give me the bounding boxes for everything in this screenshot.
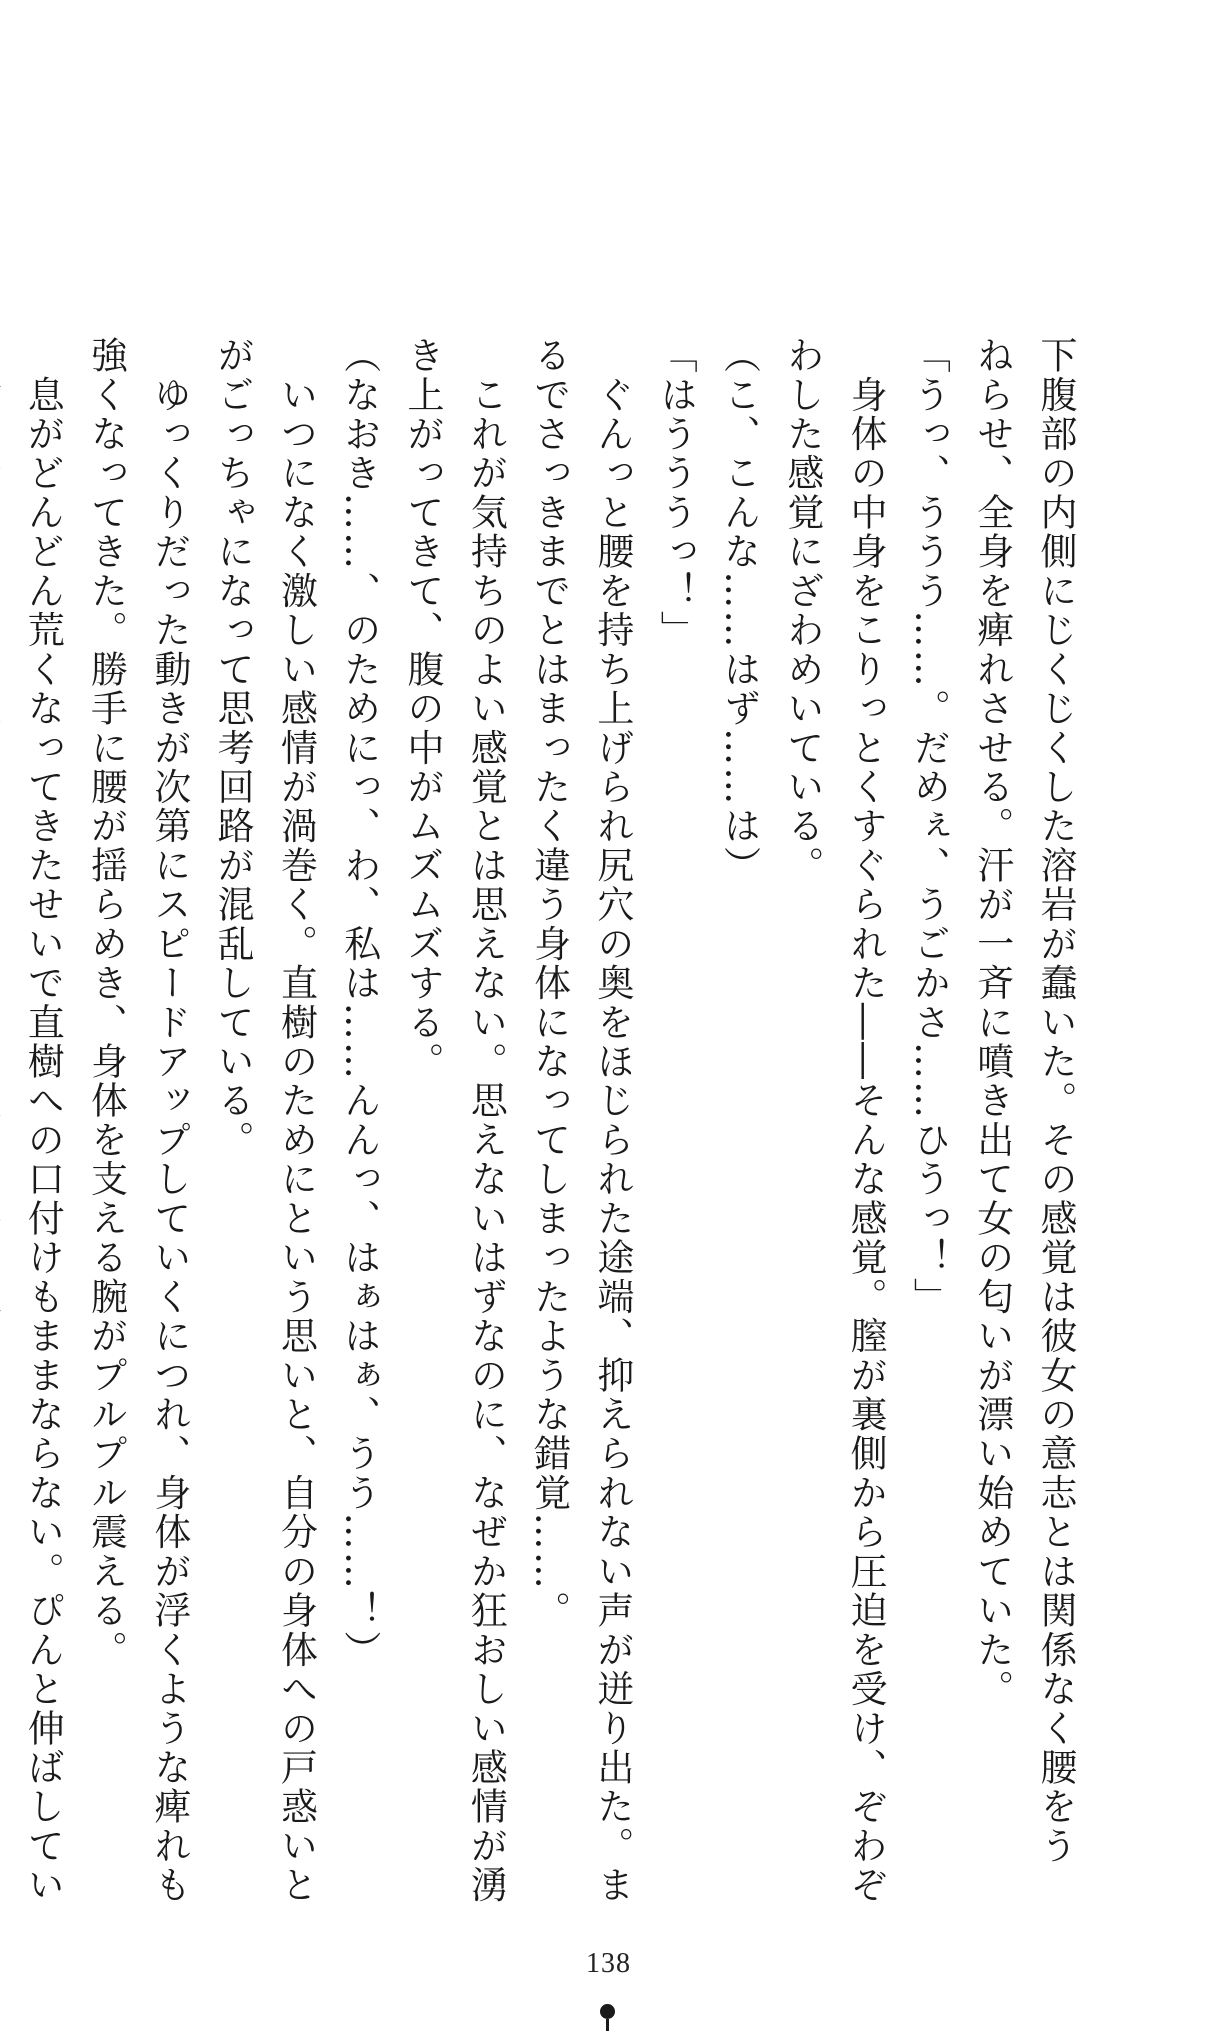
text-line: がごっちゃになって思考回路が混乱している。	[211, 336, 255, 1160]
text-line: 身体の中身をこりっとくすぐられた――そんな感覚。膣が裏側から圧迫を受け、ぞわぞ	[844, 336, 888, 1905]
text-line: いつになく激しい感情が渦巻く。直樹のためにという思いと、自分の身体への戸惑いと	[274, 336, 318, 1905]
text-line: （こ、こんな……はず……は）	[717, 336, 761, 886]
page-number: 138	[586, 1948, 631, 1979]
text-line: 「うっ、ううう……。だめぇ、うごかさ……ひうっ！」	[907, 336, 951, 1317]
text-line: ねらせ、全身を痺れさせる。汗が一斉に噴き出て女の匂いが漂い始めていた。	[970, 336, 1014, 1709]
text-line: き上がってきて、腹の中がムズムズする。	[401, 336, 445, 1082]
text-line: 下腹部の内側にじくじくした溶岩が蠢いた。その感覚は彼女の意志とは関係なく腰をう	[1034, 336, 1077, 1866]
text-line: 強くなってきた。勝手に腰が揺らめき、身体を支える腕がプルプル震える。	[84, 336, 128, 1670]
text-line: るでさっきまでとはまったく違う身体になってしまったような錯覚……。	[527, 336, 571, 1631]
page-marker-line	[606, 2019, 609, 2031]
vertical-text-body	[21, 336, 1087, 1905]
text-line: ぐんっと腰を持ち上げられ尻穴の奥をほじられた途端、抑えられない声が迸り出た。ま	[590, 336, 634, 1905]
text-line	[0, 336, 11, 1696]
text-line: 息がどんどん荒くなってきたせいで直樹への口付けもままならない。ぴんと伸ばしてい	[21, 336, 65, 1905]
text-line: 「はうううっ！」	[654, 336, 698, 650]
text-line: わした感覚にざわめいている。	[780, 336, 824, 886]
text-line: ゆっくりだった動きが次第にスピードアップしていくにつれ、身体が浮くような痺れも	[147, 336, 191, 1905]
text-line: （なおき……、のためにっ、わ、私は……んんっ、はぁはぁ、うう……！）	[337, 336, 381, 1670]
text-line: これが気持ちのよい感覚とは思えない。思えないはずなのに、なぜか狂おしい感情が湧	[464, 336, 508, 1905]
page-marker-dot-icon	[600, 2004, 615, 2019]
